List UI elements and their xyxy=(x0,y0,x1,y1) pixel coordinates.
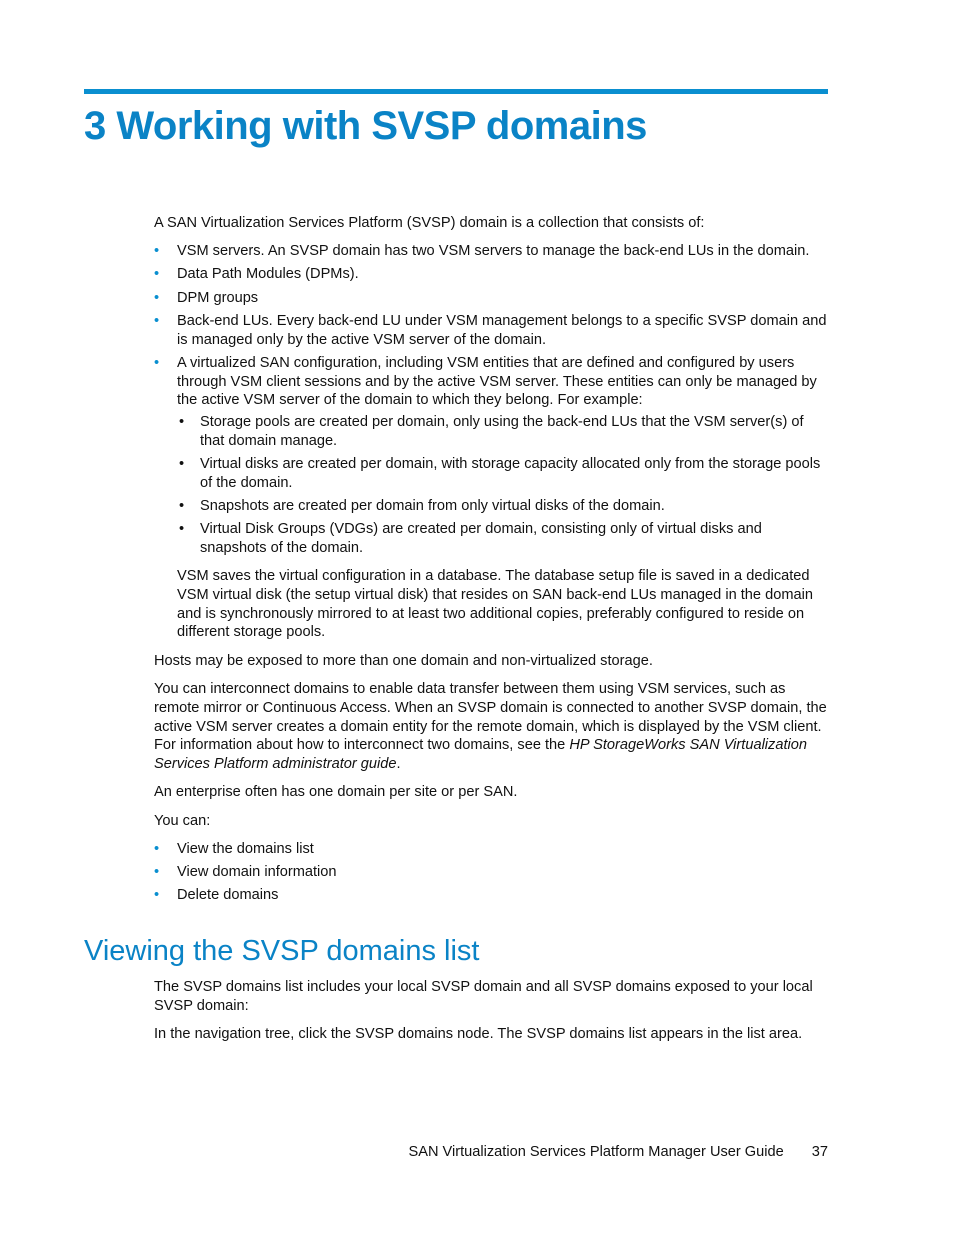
chapter-body xyxy=(154,214,830,914)
chapter-rule xyxy=(84,89,828,94)
database-note: VSM saves the virtual configuration in a database. The database setup file is saved in a dedicated VSM virtual disk (the setup virtual disk) that resides on SAN back-end LUs managed in the domain and is synchronously mirrored to at least two additional copies, preferably configured to reside on different storage pools. xyxy=(177,567,813,641)
interconnect-paragraph xyxy=(154,680,830,774)
sub-list-item: • Snapshots are created per domain from only virtual disks of the domain. xyxy=(177,497,830,516)
interconnect-end: . xyxy=(396,756,401,773)
action-item: • View the domains list xyxy=(154,840,830,859)
page-footer xyxy=(408,1143,828,1162)
domain-components-list xyxy=(154,242,830,558)
list-item-text: A virtualized SAN configuration, including VSM entities that are defined and configured by users through VSM client sessions and by the active VSM server. These entities can only be managed by the active VSM server of the domain to which they belong. For example: xyxy=(177,354,817,409)
chapter-title: 3 Working with SVSP domains xyxy=(84,104,647,148)
guide-reference: HP StorageWorks SAN Virtualization Services Platform administrator guide xyxy=(154,737,807,773)
example-list xyxy=(177,413,830,558)
sub-list-item: • Virtual Disk Groups (VDGs) are created per domain, consisting only of virtual disks and snapshots of the domain. xyxy=(177,520,830,558)
hosts-paragraph: Hosts may be exposed to more than one domain and non-virtualized storage. xyxy=(154,652,653,669)
action-item: • Delete domains xyxy=(154,886,830,905)
section-body xyxy=(154,978,830,1053)
sub-list-item: • Virtual disks are created per domain, with storage capacity allocated only from the storage pools of the domain. xyxy=(177,455,830,493)
list-item-virtualized-config xyxy=(154,354,830,558)
list-item: • DPM groups xyxy=(154,289,830,308)
you-can-paragraph: You can: xyxy=(154,812,211,829)
list-item: • VSM servers. An SVSP domain has two VSM servers to manage the back-end LUs in the domain. xyxy=(154,242,830,261)
list-item: • Back-end LUs. Every back-end LU under VSM management belongs to a specific SVSP domain and is managed only by the active VSM server of the domain. xyxy=(154,312,830,350)
interconnect-text: You can interconnect domains to enable data transfer between them using VSM services, such as remote mirror or Continuous Access. When an SVSP domain is connected to another SVSP domain, the active VSM server creates a domain entity for the remote domain, which is displayed by the VSM client. For information about how to interconnect two domains, see the xyxy=(154,680,827,754)
section-paragraph: The SVSP domains list includes your local SVSP domain and all SVSP domains exposed to your local SVSP domain: xyxy=(154,979,813,1014)
page-number: 37 xyxy=(811,1144,828,1160)
enterprise-paragraph: An enterprise often has one domain per site or per SAN. xyxy=(154,784,518,801)
sub-list-item: • Storage pools are created per domain, only using the back-end LUs that the VSM server(s) of that domain manage. xyxy=(177,413,830,451)
footer-guide-title: SAN Virtualization Services Platform Manager User Guide xyxy=(408,1144,784,1160)
list-item: • Data Path Modules (DPMs). xyxy=(154,265,830,284)
actions-list xyxy=(154,840,830,905)
action-item: • View domain information xyxy=(154,863,830,882)
intro-paragraph: A SAN Virtualization Services Platform (SVSP) domain is a collection that consists of: xyxy=(154,215,705,231)
section-paragraph: In the navigation tree, click the SVSP domains node. The SVSP domains list appears in the list area. xyxy=(154,1026,803,1043)
section-title: Viewing the SVSP domains list xyxy=(84,935,480,967)
